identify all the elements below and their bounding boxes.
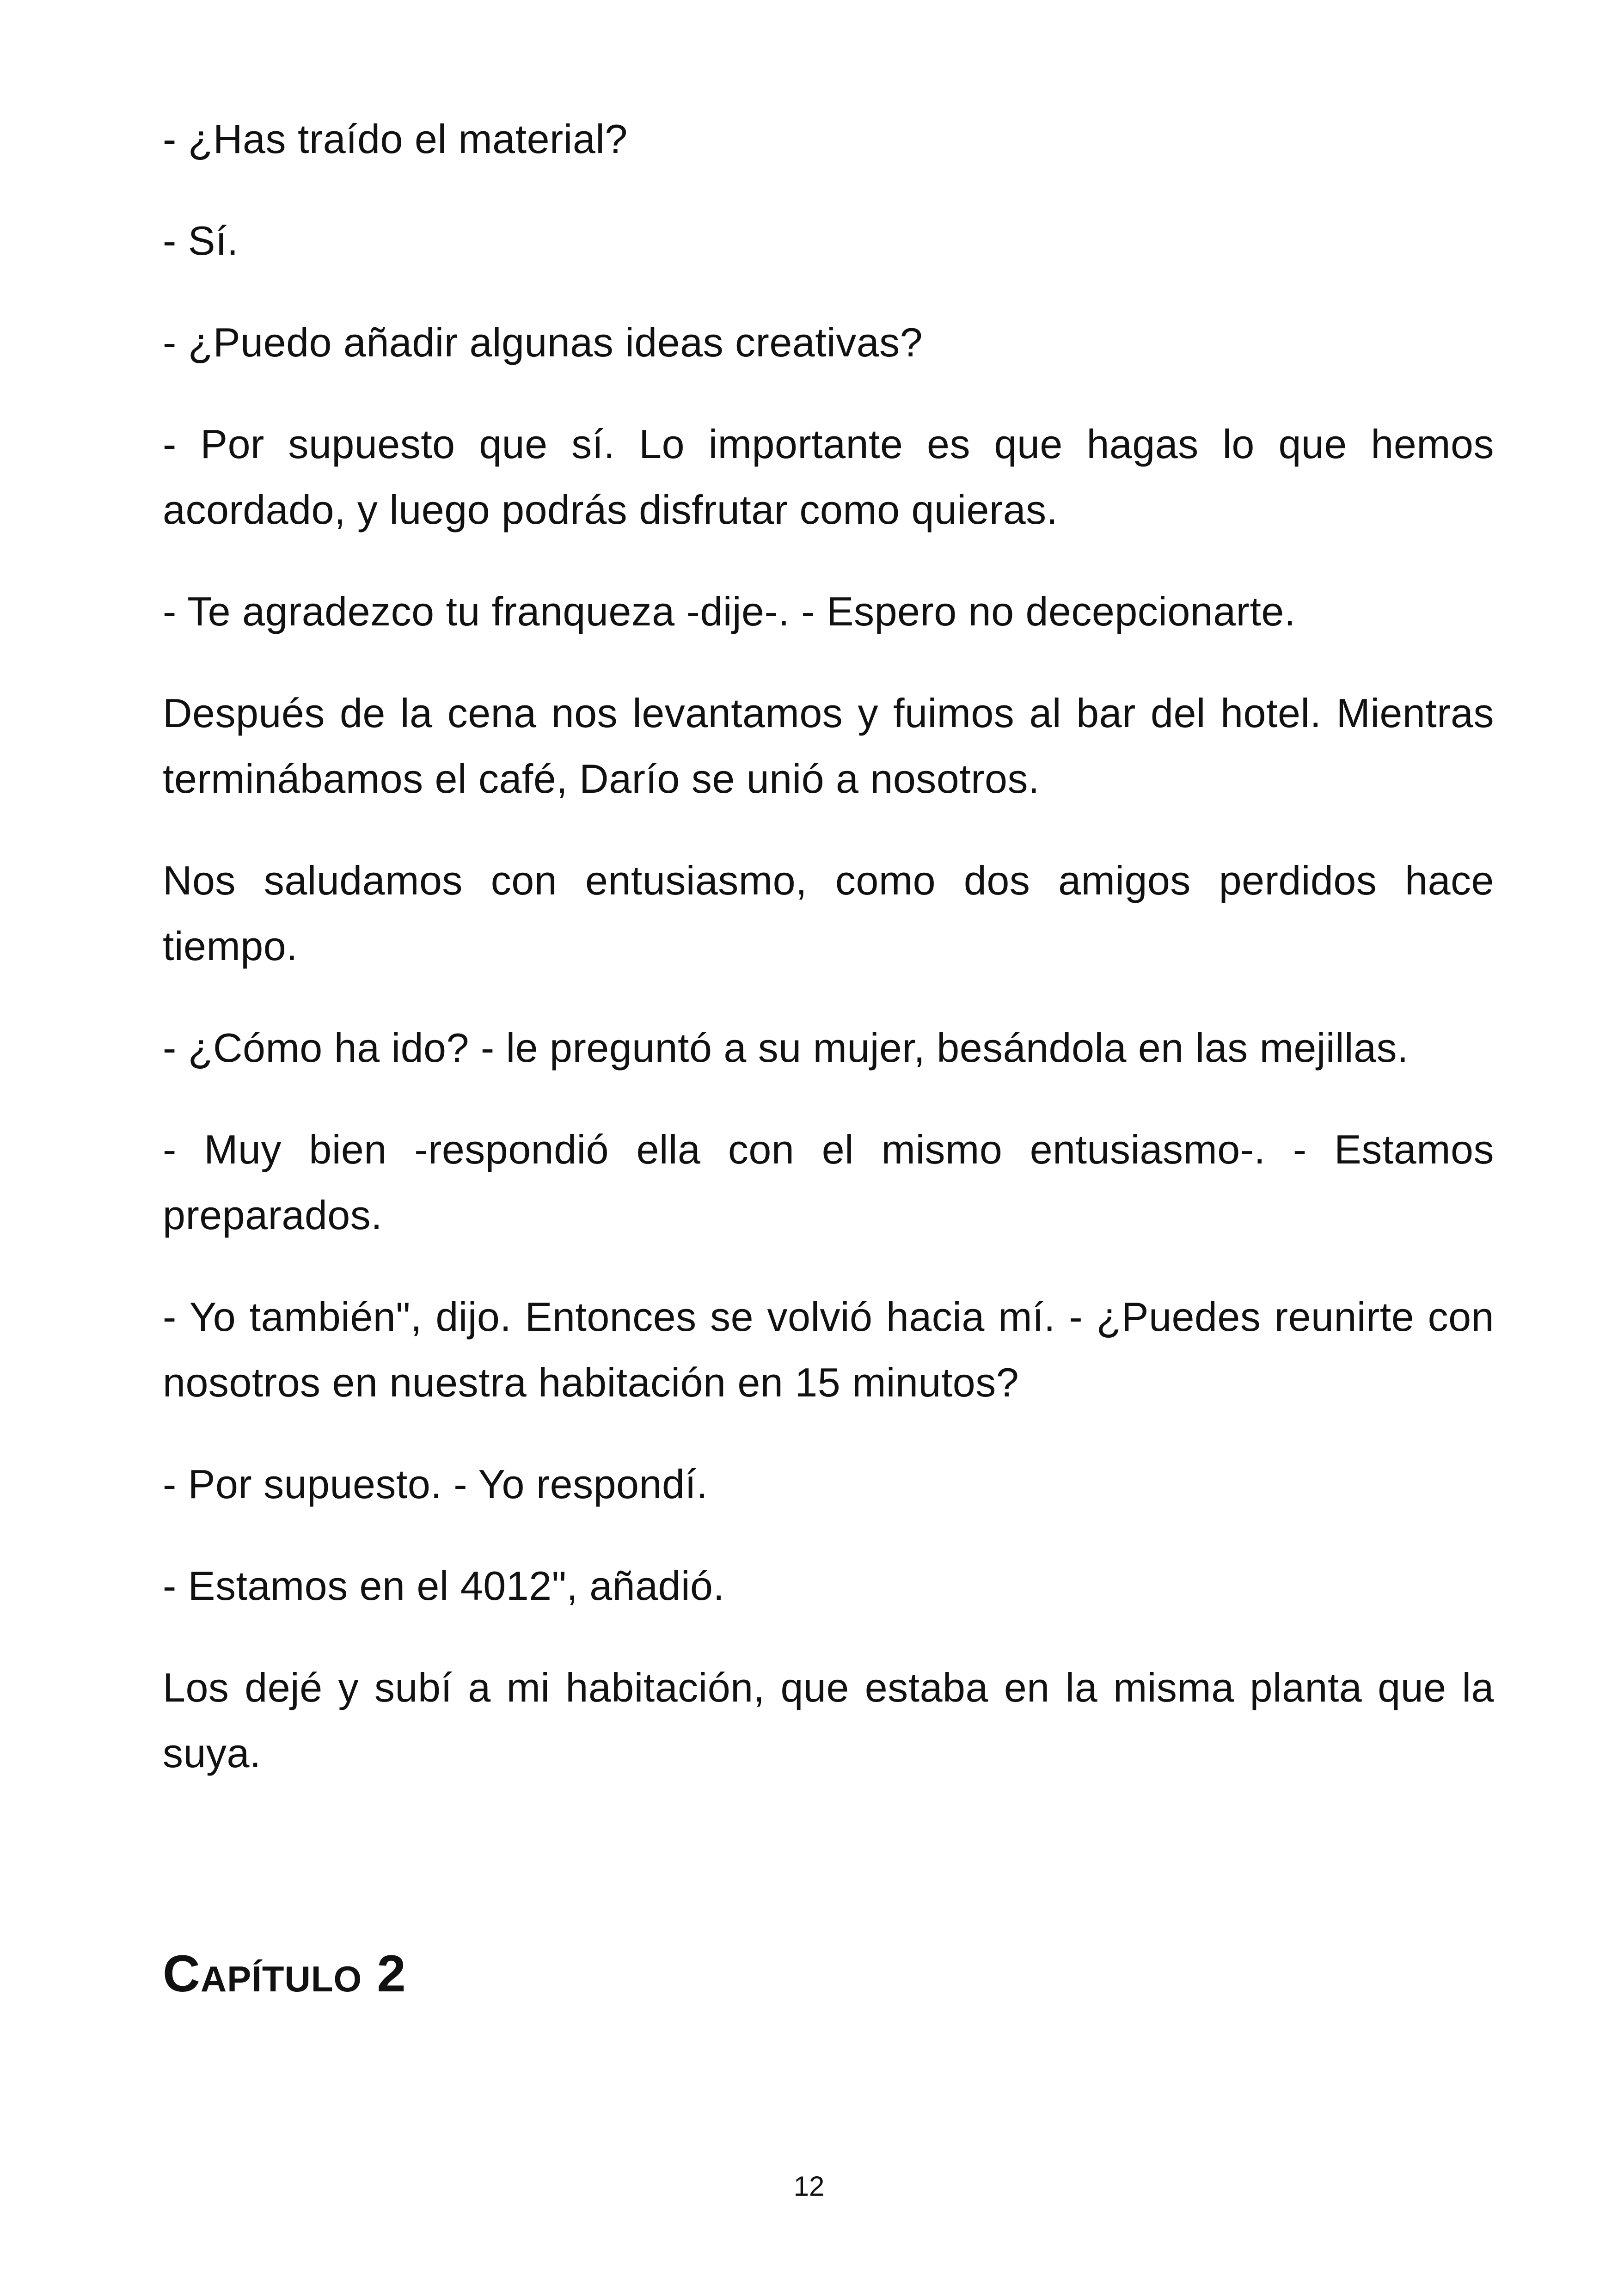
paragraph-11: - Por supuesto. - Yo respondí.	[163, 1461, 708, 1507]
paragraph-13: Los dejé y subí a mi habitación, que estaba en la misma planta que la suya.	[163, 1665, 1494, 1776]
paragraph-8: - ¿Cómo ha ido? - le preguntó a su mujer, besándola en las mejillas.	[163, 1025, 1409, 1071]
paragraph-12: - Estamos en el 4012", añadió.	[163, 1563, 725, 1609]
paragraph-2: - Sí.	[163, 218, 239, 263]
paragraph-1: - ¿Has traído el material?	[163, 116, 628, 162]
paragraph-5: - Te agradezco tu franqueza -dije-. - Espero no decepcionarte.	[163, 588, 1296, 634]
paragraph-10: - Yo también", dijo. Entonces se volvió hacia mí. - ¿Puedes reunirte con nosotros en nuestra habitación en 15 minutos?	[163, 1294, 1494, 1405]
chapter-heading: Capítulo 2	[163, 1945, 406, 2002]
paragraph-6: Después de la cena nos levantamos y fuimos al bar del hotel. Mientras terminábamos el café, Darío se unió a nosotros.	[163, 690, 1494, 802]
body-text	[163, 106, 1494, 1822]
paragraph-3: - ¿Puedo añadir algunas ideas creativas?	[163, 319, 923, 365]
paragraph-4: - Por supuesto que sí. Lo importante es que hagas lo que hemos acordado, y luego podrás disfrutar como quieras.	[163, 421, 1494, 533]
paragraph-7: Nos saludamos con entusiasmo, como dos amigos perdidos hace tiempo.	[163, 857, 1494, 969]
page-number: 12	[793, 2171, 825, 2202]
paragraph-9: - Muy bien -respondió ella con el mismo entusiasmo-. - Estamos preparados.	[163, 1127, 1494, 1238]
